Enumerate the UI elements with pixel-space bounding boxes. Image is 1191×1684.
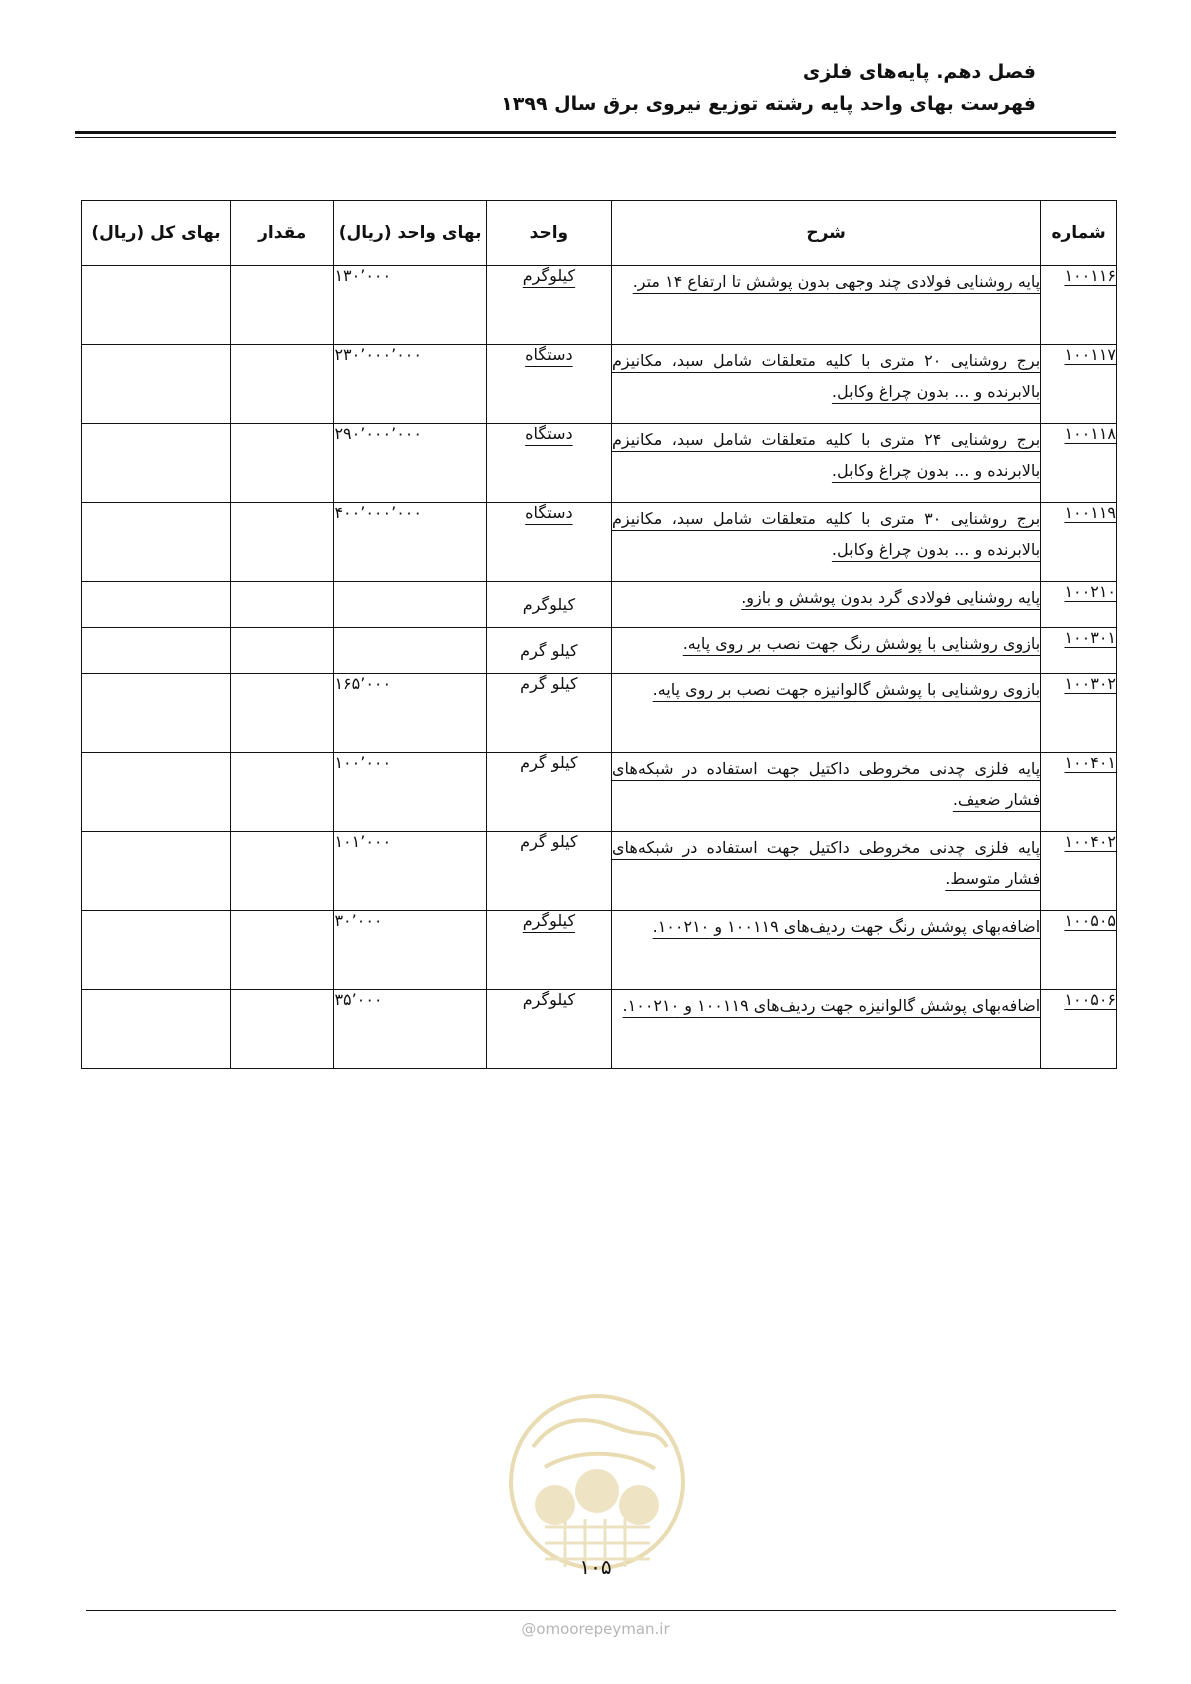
item-code-cell: [1041, 990, 1117, 1069]
item-code: ۱۰۰۳۰۲: [1064, 674, 1116, 693]
item-unit-cell: [486, 911, 611, 990]
item-quantity: [231, 266, 334, 345]
item-unit-price: ۱۳۰’۰۰۰: [334, 266, 486, 345]
item-total-price: [82, 911, 231, 990]
item-code-cell: [1041, 753, 1117, 832]
item-description: بازوی روشنایی با پوشش گالوانیزه جهت نصب بر روی پایه.: [652, 680, 1041, 699]
item-unit: دستگاه: [525, 424, 573, 443]
item-description: پایه فلزی چدنی مخروطی داکتیل جهت استفاده در شبکه‌های فشار متوسط.: [612, 838, 1041, 888]
table-row: [82, 832, 1117, 911]
item-description-cell: [612, 674, 1041, 753]
item-unit-cell: [486, 753, 611, 832]
item-quantity: [231, 628, 334, 674]
item-code: ۱۰۰۱۱۷: [1064, 345, 1116, 364]
gear-icon: [575, 1469, 619, 1513]
item-total-price: [82, 674, 231, 753]
item-quantity: [231, 503, 334, 582]
item-total-price: [82, 990, 231, 1069]
item-unit: کیلو گرم: [520, 641, 578, 660]
watermark-script-stroke: [533, 1420, 667, 1447]
item-total-price: [82, 266, 231, 345]
item-code-cell: [1041, 582, 1117, 628]
item-description-cell: [612, 582, 1041, 628]
item-description-cell: [612, 345, 1041, 424]
item-total-price: [82, 628, 231, 674]
item-code: ۱۰۰۴۰۲: [1064, 832, 1116, 851]
item-description: پایه فلزی چدنی مخروطی داکتیل جهت استفاده در شبکه‌های فشار ضعیف.: [612, 759, 1041, 809]
item-description-cell: [612, 266, 1041, 345]
item-total-price: [82, 753, 231, 832]
item-code: ۱۰۰۵۰۶: [1064, 990, 1116, 1009]
item-total-price: [82, 582, 231, 628]
item-quantity: [231, 582, 334, 628]
item-total-price: [82, 424, 231, 503]
item-unit-cell: [486, 832, 611, 911]
watermark-site-text: @omoorepeyman.ir: [521, 1620, 670, 1638]
item-code: ۱۰۰۴۰۱: [1064, 753, 1116, 772]
item-code-cell: [1041, 424, 1117, 503]
item-description: برج روشنایی ۳۰ متری با کلیه متعلقات شامل سبد، مکانیزم بالابرنده و ... بدون چراغ وکابل.: [612, 509, 1041, 559]
col-header-code: شماره: [1041, 201, 1117, 266]
item-code-cell: [1041, 628, 1117, 674]
document-subtitle: فهرست بهای واحد پایه رشته توزیع نیروی برق سال ۱۳۹۹: [501, 93, 1036, 115]
item-quantity: [231, 674, 334, 753]
item-description-cell: [612, 911, 1041, 990]
watermark-logo: [505, 1387, 690, 1577]
item-unit: کیلو گرم: [520, 753, 578, 772]
item-unit-price: ۳۰’۰۰۰: [334, 911, 486, 990]
item-description: پایه روشنایی فولادی گرد بدون پوشش و بازو.: [741, 588, 1041, 607]
header-rule-thin: [75, 137, 1116, 138]
item-unit: دستگاه: [525, 345, 573, 364]
item-description-cell: [612, 990, 1041, 1069]
item-quantity: [231, 832, 334, 911]
item-total-price: [82, 503, 231, 582]
item-quantity: [231, 345, 334, 424]
table-row: [82, 753, 1117, 832]
item-unit-price: [334, 582, 486, 628]
item-unit-cell: [486, 503, 611, 582]
watermark-script-stroke: [545, 1454, 655, 1469]
footer-rule: [86, 1610, 1116, 1611]
item-code: ۱۰۰۵۰۵: [1064, 911, 1116, 930]
table-row: [82, 582, 1117, 628]
item-unit-cell: [486, 990, 611, 1069]
table-row: [82, 911, 1117, 990]
item-description-cell: [612, 832, 1041, 911]
table-row: [82, 674, 1117, 753]
item-unit-price: ۴۰۰’۰۰۰’۰۰۰: [334, 503, 486, 582]
page-header: [75, 56, 1036, 120]
item-unit: کیلوگرم: [522, 595, 576, 614]
table-header-row: [82, 201, 1117, 266]
item-code: ۱۰۰۲۱۰: [1064, 582, 1116, 601]
item-unit-cell: [486, 674, 611, 753]
price-list-table: [81, 200, 1117, 1069]
item-unit-price: ۳۵’۰۰۰: [334, 990, 486, 1069]
item-unit-price: ۱۶۵’۰۰۰: [334, 674, 486, 753]
item-unit: کیلو گرم: [520, 832, 578, 851]
item-unit-price: ۲۹۰’۰۰۰’۰۰۰: [334, 424, 486, 503]
item-code: ۱۰۰۱۱۶: [1064, 266, 1116, 285]
col-header-unit-price: بهای واحد (ریال): [334, 201, 486, 266]
item-unit: دستگاه: [525, 503, 573, 522]
item-description: برج روشنایی ۲۰ متری با کلیه متعلقات شامل سبد، مکانیزم بالابرنده و ... بدون چراغ وکابل.: [612, 351, 1041, 401]
table-row: [82, 990, 1117, 1069]
item-code: ۱۰۰۱۱۹: [1064, 503, 1116, 522]
table-row: [82, 424, 1117, 503]
table-row: [82, 345, 1117, 424]
item-description: پایه روشنایی فولادی چند وجهی بدون پوشش تا ارتفاع ۱۴ متر.: [632, 272, 1041, 291]
item-description-cell: [612, 753, 1041, 832]
col-header-total-price: بهای کل (ریال): [82, 201, 231, 266]
table-row: [82, 503, 1117, 582]
item-total-price: [82, 345, 231, 424]
table-row: [82, 628, 1117, 674]
item-unit-price: ۲۳۰’۰۰۰’۰۰۰: [334, 345, 486, 424]
item-unit-cell: [486, 628, 611, 674]
item-unit-cell: [486, 266, 611, 345]
item-unit: کیلوگرم: [522, 266, 576, 285]
item-quantity: [231, 990, 334, 1069]
table-row: [82, 266, 1117, 345]
item-quantity: [231, 753, 334, 832]
item-unit-price: ۱۰۰’۰۰۰: [334, 753, 486, 832]
item-quantity: [231, 911, 334, 990]
item-description: بازوی روشنایی با پوشش رنگ جهت نصب بر روی پایه.: [682, 634, 1041, 653]
item-description-cell: [612, 503, 1041, 582]
item-code: ۱۰۰۱۱۸: [1064, 424, 1116, 443]
item-description: اضافه‌بهای پوشش رنگ جهت ردیف‌های ۱۰۰۱۱۹ و ۱۰۰۲۱۰.: [652, 917, 1041, 936]
col-header-description: شرح: [612, 201, 1041, 266]
gear-icon: [535, 1485, 575, 1525]
item-total-price: [82, 832, 231, 911]
item-unit-cell: [486, 582, 611, 628]
chapter-title: فصل دهم. پایه‌های فلزی: [802, 61, 1036, 83]
header-rule-thick: [75, 131, 1116, 134]
item-code-cell: [1041, 674, 1117, 753]
item-unit: کیلوگرم: [522, 990, 576, 1009]
item-code-cell: [1041, 832, 1117, 911]
item-unit-price: [334, 628, 486, 674]
page-number: ۱۰۵: [579, 1555, 612, 1579]
item-description-cell: [612, 628, 1041, 674]
item-unit: کیلوگرم: [522, 911, 576, 930]
col-header-unit: واحد: [486, 201, 611, 266]
item-description: اضافه‌بهای پوشش گالوانیزه جهت ردیف‌های ۱۰۰۱۱۹ و ۱۰۰۲۱۰.: [622, 996, 1041, 1015]
item-code-cell: [1041, 345, 1117, 424]
item-unit-price: ۱۰۱’۰۰۰: [334, 832, 486, 911]
item-unit-cell: [486, 345, 611, 424]
item-quantity: [231, 424, 334, 503]
item-code-cell: [1041, 503, 1117, 582]
item-description: برج روشنایی ۲۴ متری با کلیه متعلقات شامل سبد، مکانیزم بالابرنده و ... بدون چراغ وکابل.: [612, 430, 1041, 480]
item-code: ۱۰۰۳۰۱: [1064, 628, 1116, 647]
col-header-quantity: مقدار: [231, 201, 334, 266]
item-code-cell: [1041, 266, 1117, 345]
item-unit-cell: [486, 424, 611, 503]
item-unit: کیلو گرم: [520, 674, 578, 693]
item-code-cell: [1041, 911, 1117, 990]
item-description-cell: [612, 424, 1041, 503]
